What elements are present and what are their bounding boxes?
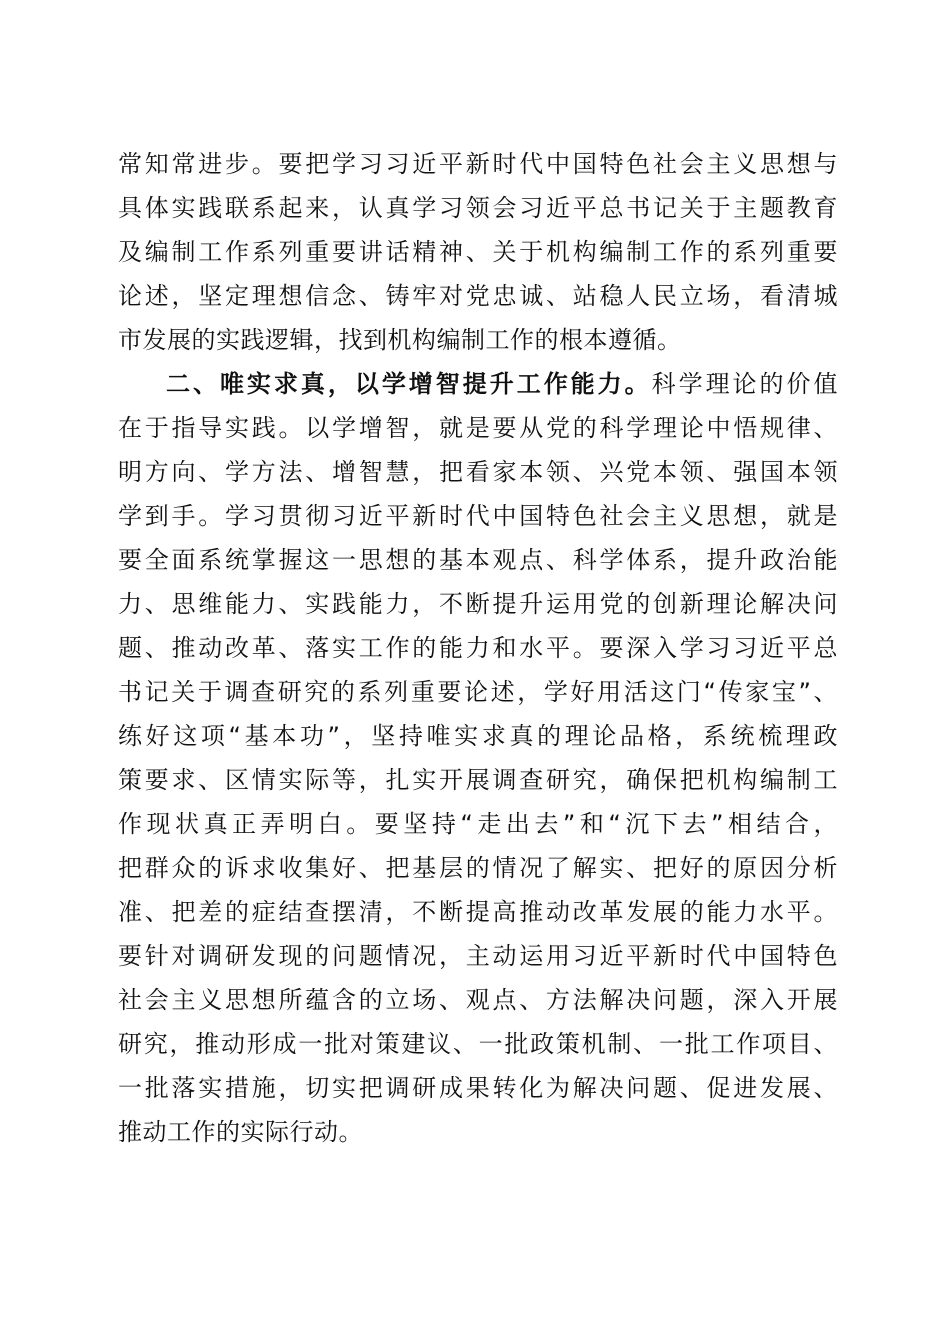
text-line: 要针对调研发现的问题情况，主动运用习近平新时代中国特色	[118, 942, 838, 970]
section-heading-line	[118, 362, 838, 406]
heading-line-text: 科学理论的价值	[651, 370, 838, 398]
text-line: 常知常进步。要把学习习近平新时代中国特色社会主义思想与	[118, 150, 838, 178]
text-line: 力、思维能力、实践能力，不断提升运用党的创新理论解决问	[118, 590, 838, 618]
text-line: 市发展的实践逻辑，找到机构编制工作的根本遵循。	[118, 326, 682, 354]
text-line: 学到手。学习贯彻习近平新时代中国特色社会主义思想，就是	[118, 502, 838, 530]
text-line: 准、把差的症结查摆清，不断提高推动改革发展的能力水平。	[118, 898, 838, 926]
text-line: 把群众的诉求收集好、把基层的情况了解实、把好的原因分析	[118, 854, 838, 882]
text-line: 作现状真正弄明白。要坚持“走出去”和“沉下去”相结合，	[118, 810, 838, 838]
text-line: 练好这项“基本功”，坚持唯实求真的理论品格，系统梳理政	[118, 722, 838, 750]
text-line: 书记关于调查研究的系列重要论述，学好用活这门“传家宝”、	[118, 678, 838, 706]
text-line: 论述，坚定理想信念、铸牢对党忠诚、站稳人民立场，看清城	[118, 282, 838, 310]
text-line: 推动工作的实际行动。	[118, 1118, 363, 1146]
document-page	[118, 142, 838, 1154]
text-line: 策要求、区情实际等，扎实开展调查研究，确保把机构编制工	[118, 766, 838, 794]
text-line: 及编制工作系列重要讲话精神、关于机构编制工作的系列重要	[118, 238, 838, 266]
section-heading: 二、唯实求真，以学增智提升工作能力。	[166, 370, 652, 398]
text-line: 明方向、学方法、增智慧，把看家本领、兴党本领、强国本领	[118, 458, 838, 486]
text-line: 在于指导实践。以学增智，就是要从党的科学理论中悟规律、	[118, 414, 838, 442]
text-line: 具体实践联系起来，认真学习领会习近平总书记关于主题教育	[118, 194, 838, 222]
text-line: 要全面系统掌握这一思想的基本观点、科学体系，提升政治能	[118, 546, 838, 574]
paragraph-section-two	[118, 362, 838, 1154]
paragraph-continuation	[118, 142, 838, 362]
text-line: 研究，推动形成一批对策建议、一批政策机制、一批工作项目、	[118, 1030, 838, 1058]
text-line: 社会主义思想所蕴含的立场、观点、方法解决问题，深入开展	[118, 986, 838, 1014]
text-line: 一批落实措施，切实把调研成果转化为解决问题、促进发展、	[118, 1074, 838, 1102]
text-line: 题、推动改革、落实工作的能力和水平。要深入学习习近平总	[118, 634, 838, 662]
